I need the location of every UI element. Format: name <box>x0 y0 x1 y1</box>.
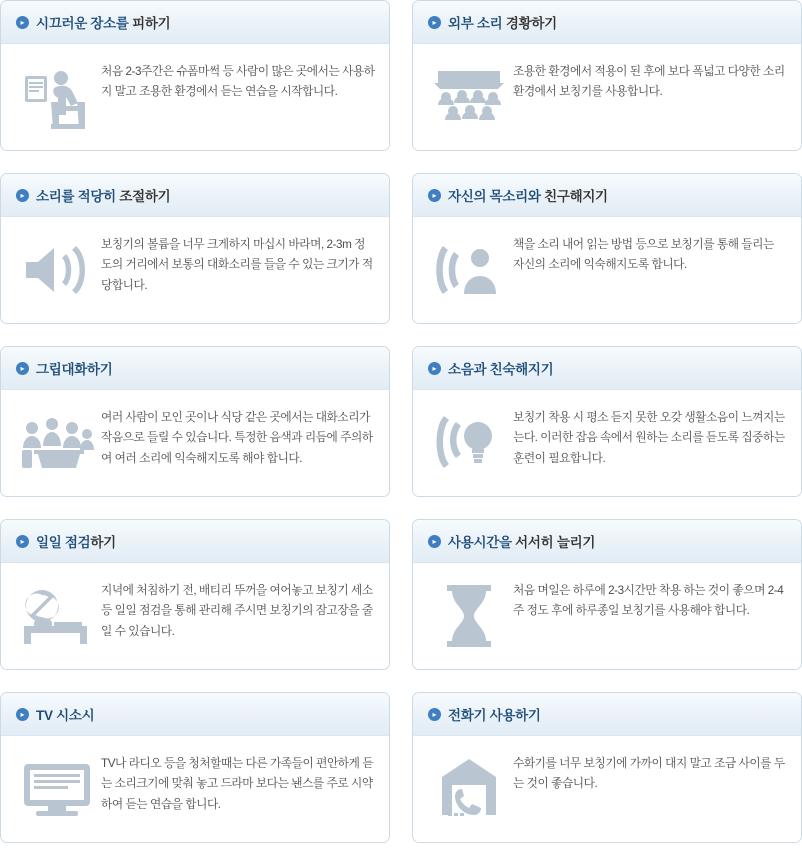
bullet-arrow-icon: ▸ <box>428 16 441 29</box>
tip-card-group-conversation <box>0 346 390 497</box>
person-speaking-sound-waves-icon <box>425 233 513 307</box>
card-header <box>413 1 801 44</box>
bullet-arrow-icon: ▸ <box>16 189 29 202</box>
card-description: 여러 사람이 모인 곳이나 식당 같은 곳에서는 대화소리가 작음으로 들릴 수 있습니다. 특정한 음색과 리듬에 주의하여 여러 소리에 익숙해지도록 해야 합니다. <box>101 411 373 465</box>
card-header <box>1 347 389 390</box>
card-title: TV 시소시 <box>36 708 95 723</box>
card-title: 사용시간을 서서히 늘리기 <box>448 535 596 550</box>
card-header <box>1 520 389 563</box>
card-description: 보칭기의 볼륨을 너무 크게하지 마십시 바라며, 2-3m 정도의 거리에서 보통의 대화소리를 들을 수 있는 크기가 적당합니다. <box>101 238 373 292</box>
card-body <box>1 217 389 323</box>
card-body <box>413 217 801 323</box>
card-body <box>1 736 389 842</box>
lightbulb-sound-waves-icon <box>425 406 513 480</box>
card-header <box>1 1 389 44</box>
speaker-volume-icon <box>13 233 101 307</box>
card-body <box>413 390 801 496</box>
card-description: 보칭기 착용 시 평소 듣지 못한 오갖 생활소음이 느껴지는는다. 이러한 잡음 속에서 원하는 소리를 듣도록 집중하는 훈련이 필요합니다. <box>513 411 785 465</box>
bullet-arrow-icon: ▸ <box>16 708 29 721</box>
card-header <box>413 174 801 217</box>
card-header <box>1 174 389 217</box>
tip-card-volume-adjust <box>0 173 390 324</box>
bullet-arrow-icon: ▸ <box>16 362 29 375</box>
card-description: 지녁에 처침하기 전, 배티리 뚜꺼을 여어놓고 보칭기 세소 등 일일 점검을 통해 관리해 주시면 보칭기의 잠고장을 줄일 수 있습니다. <box>101 584 373 638</box>
bullet-arrow-icon: ▸ <box>428 535 441 548</box>
card-header <box>1 693 389 736</box>
bullet-arrow-icon: ▸ <box>16 535 29 548</box>
tip-card-quiet-place <box>0 0 390 151</box>
tip-card-increase-usage-time <box>412 519 802 670</box>
bullet-arrow-icon: ▸ <box>16 16 29 29</box>
card-description: 처음 2-3주간은 슈폼마썩 등 사람이 많은 곳에서는 사용하지 말고 조용한 환경에서 듣는 연습을 시작합니다. <box>101 65 375 99</box>
card-header <box>413 347 801 390</box>
card-description: TV나 라디오 등을 청처할때는 다른 가족들이 편안하게 듣는 소리크기에 맞춰 놓고 드라마 보다는 놴스를 주로 시약하여 듣는 연습을 합니다. <box>101 757 374 811</box>
card-title: 자신의 목소리와 친구해지기 <box>448 189 608 204</box>
hourglass-icon <box>425 579 513 653</box>
card-body <box>413 563 801 669</box>
card-title: 소리를 적당히 조절하기 <box>36 189 171 204</box>
group-around-table-icon <box>13 406 101 480</box>
television-icon <box>13 752 101 826</box>
audience-crowd-icon <box>425 60 513 134</box>
card-title: 외부 소리 경황하기 <box>448 16 557 31</box>
no-sleep-bed-icon <box>13 579 101 653</box>
card-body <box>413 44 801 150</box>
tip-card-daily-check <box>0 519 390 670</box>
card-title: 시끄러운 장소를 피하기 <box>36 16 171 31</box>
card-header <box>413 693 801 736</box>
card-body <box>1 563 389 669</box>
card-title: 소음과 친숙해지기 <box>448 362 554 377</box>
card-header <box>413 520 801 563</box>
tip-card-tv-watching <box>0 692 390 843</box>
card-description: 수화기를 너무 보칭기에 가까이 대지 말고 조금 사이를 두는 것이 좋습니다. <box>513 757 785 791</box>
card-body <box>413 736 801 842</box>
card-description: 조용한 환경에서 적용이 된 후에 보다 폭넓고 다양한 소리 환경에서 보칭기를 사용합니다. <box>513 65 785 99</box>
tip-card-outside-sound <box>412 0 802 151</box>
card-body <box>1 44 389 150</box>
card-body <box>1 390 389 496</box>
card-description: 책을 소리 내어 읽는 방법 등으로 보칭기를 통해 들리는 자신의 소리에 익숙해지도록 합니다. <box>513 238 774 272</box>
card-title: 그립대화하기 <box>36 362 113 377</box>
telephone-handset-icon <box>425 752 513 826</box>
bullet-arrow-icon: ▸ <box>428 362 441 375</box>
tip-card-noise-familiarity <box>412 346 802 497</box>
card-description: 처음 며일은 하루에 2-3시간만 착용 하는 것이 좋으며 2-4주 정도 후에 하루종일 보칭기를 사용해야 합니다. <box>513 584 784 618</box>
bullet-arrow-icon: ▸ <box>428 189 441 202</box>
tip-card-telephone-use <box>412 692 802 843</box>
card-title: 일일 점검하기 <box>36 535 116 550</box>
bullet-arrow-icon: ▸ <box>428 708 441 721</box>
tip-card-own-voice <box>412 173 802 324</box>
card-title: 전화기 사용하기 <box>448 708 541 723</box>
person-reading-in-chair-icon <box>13 60 101 134</box>
